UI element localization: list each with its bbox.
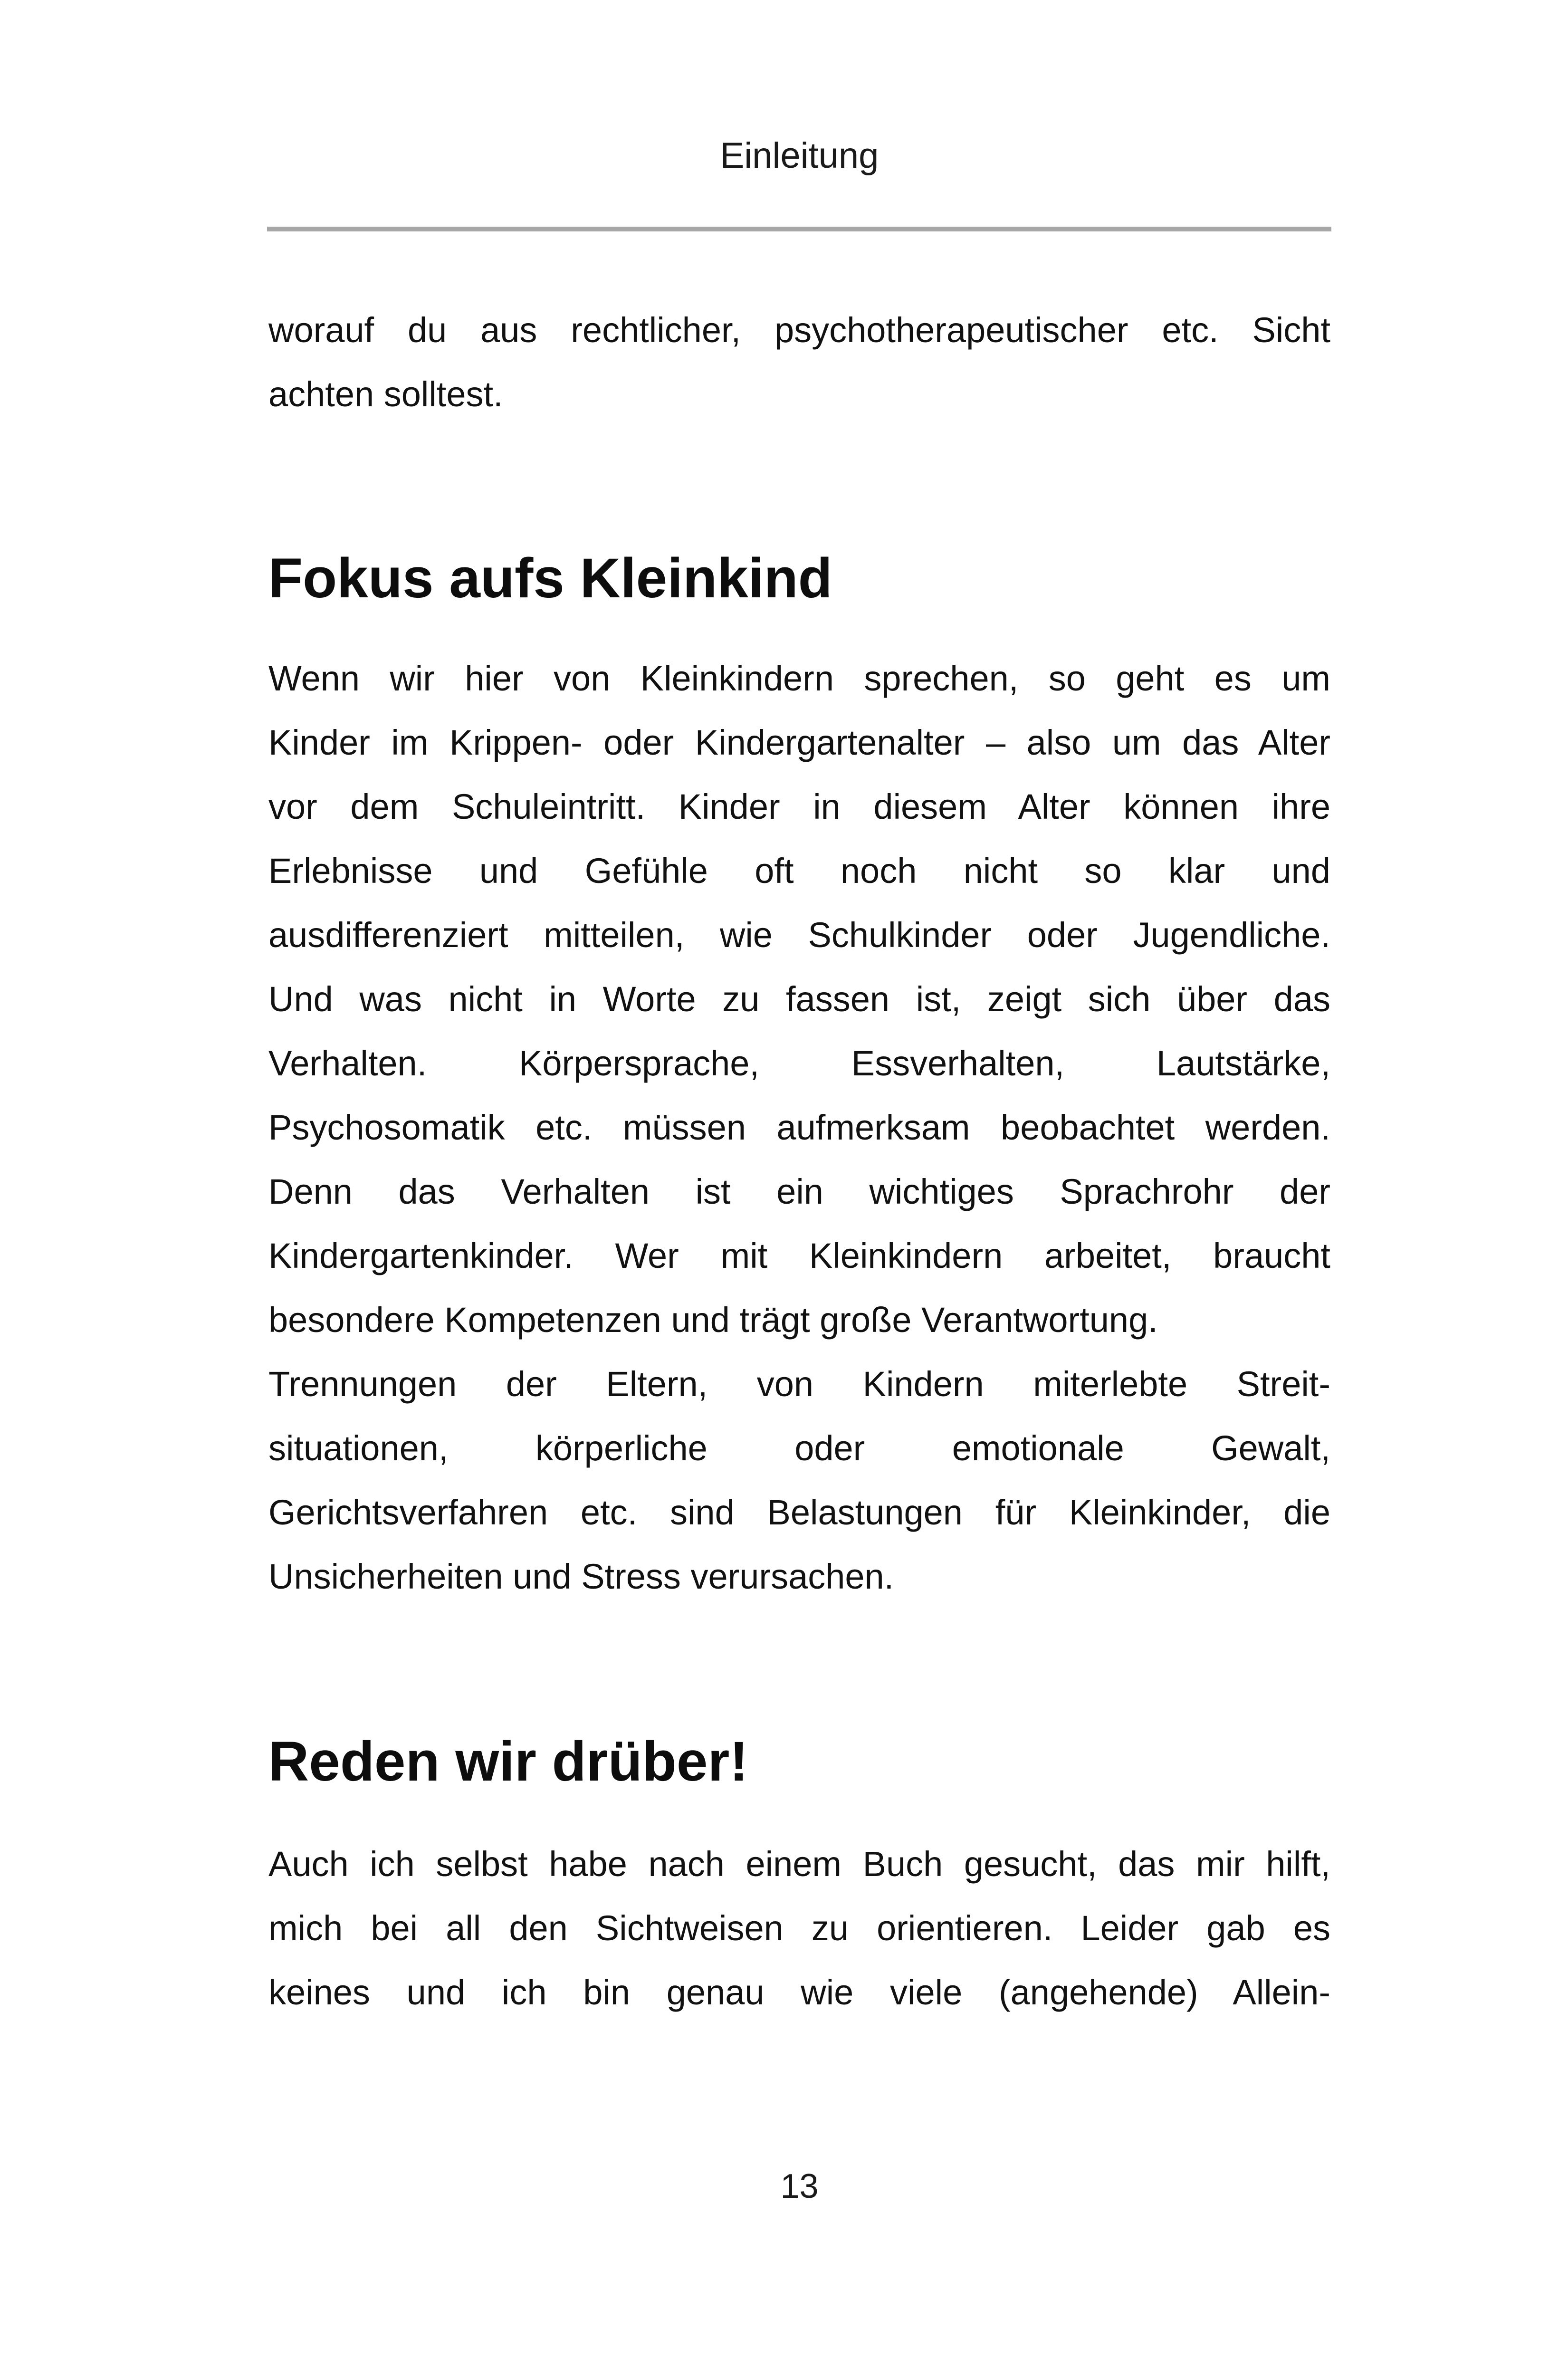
header-rule — [267, 227, 1331, 231]
page-number: 13 — [780, 2167, 819, 2205]
paragraph-line: situationen, körperliche oder emotionale Gewalt, — [268, 1428, 1330, 1468]
paragraph-line: Trennungen der Eltern, von Kindern miterlebte Streit- — [268, 1364, 1330, 1404]
section-heading-reden: Reden wir drüber! — [268, 1730, 748, 1793]
paragraph-line: Gerichtsverfahren etc. sind Belastungen für Kleinkinder, die — [268, 1493, 1330, 1532]
paragraph-line: Und was nicht in Worte zu fassen ist, zeigt sich über das — [268, 979, 1330, 1019]
paragraph-line: achten solltest. — [268, 374, 503, 414]
paragraph-line: worauf du aus rechtlicher, psychotherapeutischer etc. Sicht — [268, 310, 1330, 350]
paragraph-line: Kindergartenkinder. Wer mit Kleinkindern arbeitet, braucht — [268, 1236, 1330, 1275]
paragraph-line: ausdifferenziert mitteilen, wie Schulkinder oder Jugendliche. — [268, 915, 1330, 955]
paragraph-line: Wenn wir hier von Kleinkindern sprechen, so geht es um — [268, 659, 1330, 698]
paragraph-line: Kinder im Krippen- oder Kindergartenalter – also um das Alter — [268, 723, 1330, 762]
section-heading-kleinkind: Fokus aufs Kleinkind — [268, 547, 832, 610]
section2-paragraph — [268, 1832, 1330, 2024]
paragraph-line: Psychosomatik etc. müssen aufmerksam beobachtet werden. — [268, 1108, 1330, 1147]
paragraph-line: mich bei all den Sichtweisen zu orientieren. Leider gab es — [268, 1908, 1330, 1948]
running-header: Einleitung — [720, 135, 879, 176]
paragraph-line: Auch ich selbst habe nach einem Buch gesucht, das mir hilft, — [268, 1844, 1330, 1884]
paragraph-line: Erlebnisse und Gefühle oft noch nicht so klar und — [268, 851, 1330, 891]
section1-paragraph — [268, 646, 1330, 1609]
intro-paragraph — [268, 298, 1330, 426]
paragraph-line: Denn das Verhalten ist ein wichtiges Sprachrohr der — [268, 1172, 1330, 1211]
paragraph-line: vor dem Schuleintritt. Kinder in diesem Alter können ihre — [268, 787, 1330, 826]
paragraph-line: Verhalten. Körpersprache, Essverhalten, Lautstärke, — [268, 1044, 1330, 1083]
paragraph-line: keines und ich bin genau wie viele (angehende) Allein- — [268, 1973, 1330, 2012]
paragraph-line: Unsicherheiten und Stress verursachen. — [268, 1557, 894, 1596]
paragraph-line: besondere Kompetenzen und trägt große Verantwortung. — [268, 1300, 1158, 1340]
